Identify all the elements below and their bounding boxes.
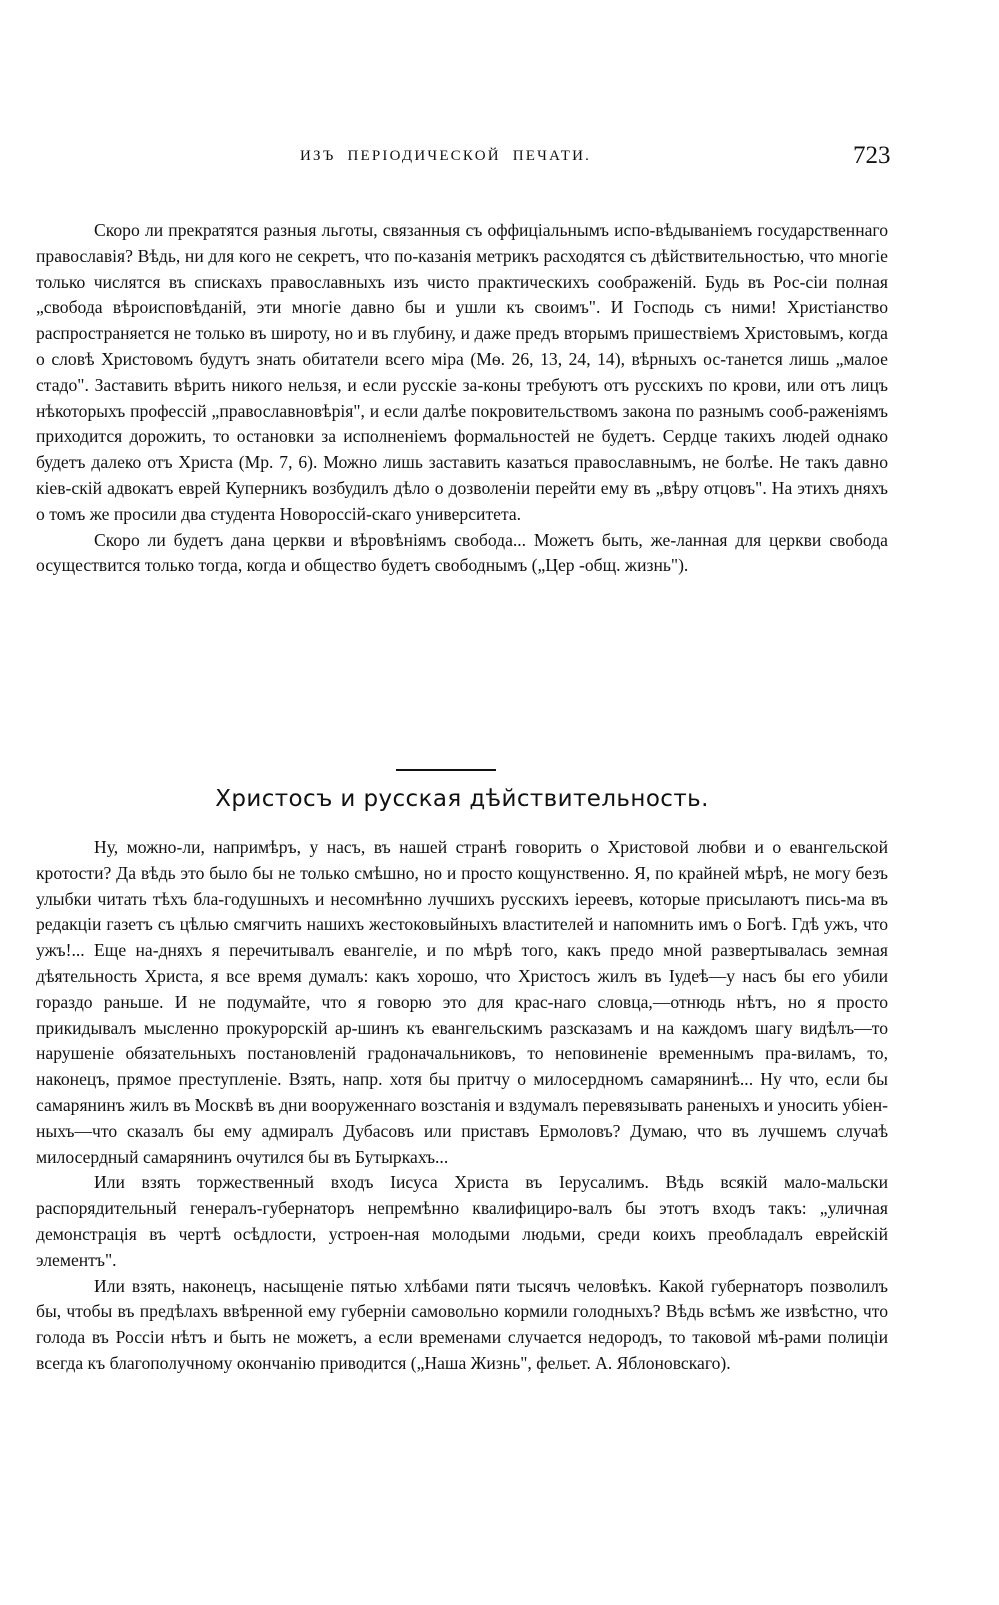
article-1-paragraph: Скоро ли прекратятся разныя льготы, связанныя съ оффиціальнымъ испо-вѣдываніемъ государственнаго православія? Вѣдь, ни для кого не секретъ, что по-казанія метрикъ расходятся съ дѣйствительностью, что многіе только числятся въ спискахъ православныхъ изъ чисто практическихъ соображеній. Будь въ Рос-сіи полная „свобода вѣроисповѣданій, эти многіе давно бы и ушли къ своимъ". И Господь съ ними! Христіанство распространяется не только въ широту, но и въ глубину, и даже предъ вторымъ пришествіемъ Христовымъ, когда о словѣ Христовомъ будутъ знать обитатели всего міра (Мѳ. 26, 13, 24, 14), вѣрныхъ ос-танется лишь „малое стадо". Заставить вѣрить никого нельзя, и если русскіе за-коны требуютъ отъ русскихъ по крови, или отъ лицъ нѣкоторыхъ профессій „православновѣрія", и если далѣе покровительствомъ закона по разнымъ сооб-раженіямъ приходится дорожить, то остановки за исполненіемъ формальностей не будетъ. Сердце такихъ людей однако будетъ далеко отъ Христа (Мр. 7, 6). Можно лишь заставить казаться православнымъ, не болѣе. Не такъ давно кіев-скій адвокатъ еврей Куперникъ возбудилъ дѣло о дозволеніи перейти ему въ „вѣру отцовъ". На этихъ дняхъ о томъ же просили два студента Новороссій-скаго университета.: [36, 220, 888, 524]
section-divider: [396, 769, 496, 771]
article-2-paragraph: Или взять, наконецъ, насыщеніе пятью хлѣбами пяти тысячъ человѣкъ. Какой губернаторъ позволилъ бы, чтобы въ предѣлахъ ввѣренной ему губерніи самовольно кормили голодныхъ? Вѣдь всѣмъ же извѣстно, что голода въ Россіи нѣтъ и быть не можетъ, а если временами случается недородъ, то таковой мѣ-рами полиціи всегда къ благополучному окончанію приводится („Наша Жизнь", фельет. А. Яблоновскаго).: [36, 1275, 888, 1373]
article-2-paragraph: Ну, можно-ли, напримѣръ, у насъ, въ нашей странѣ говорить о Христовой любви и о евангельской кротости? Да вѣдь это было бы не только смѣшно, но и просто кощунственно. Я, по крайней мѣрѣ, не могу безъ улыбки читать тѣхъ бла-годушныхъ и несомнѣнно лучшихъ русскихъ іереевъ, которые присылаютъ пись-ма въ редакціи газетъ съ цѣлью смягчить нашихъ жестоковыйныхъ властителей и напомнить имъ о Богѣ. Гдѣ ужъ, что ужъ!... Еще на-дняхъ я перечитывалъ евангеліе, и по мѣрѣ того, какъ предо мной развертывалась земная дѣятельность Христа, я все время думалъ: какъ хорошо, что Христосъ жилъ въ Іудеѣ—у насъ бы его убили гораздо раньше. И не подумайте, что я говорю это для крас-наго словца,—отнюдь нѣтъ, но я просто прикидывалъ мысленно прокурорскій ар-шинъ къ евангельскимъ разсказамъ и на каждомъ шагу видѣлъ—то нарушеніе обязательныхъ постановленій градоначальниковъ, то неповиненіе временнымъ пра-виламъ, то, наконецъ, прямое преступленіе. Взять, напр. хотя бы притчу о милосердномъ самарянинѣ... Ну что, если бы самарянинъ жилъ въ Москвѣ въ дни вооруженнаго возстанія и вздумалъ перевязывать раненыхъ и уносить убіен-ныхъ—что сказалъ бы ему адмиралъ Дубасовъ или приставъ Ермоловъ? Думаю, что въ лучшемъ случаѣ милосердный самарянинъ очутился бы въ Бутыркахъ...: [36, 837, 888, 1167]
running-head: [0, 142, 999, 178]
running-title: ИЗЪ ПЕРІОДИЧЕСКОЙ ПЕЧАТИ.: [300, 148, 592, 164]
article-1-paragraph: Скоро ли будетъ дана церкви и вѣровѣніямъ свобода... Можетъ быть, же-ланная для церкви свобода осуществится только тогда, когда и общество будетъ свободнымъ („Цер -общ. жизнь").: [36, 529, 888, 576]
article-2-paragraph: Или взять торжественный входъ Іисуса Христа въ Іерусалимъ. Вѣдь всякій мало-мальски распорядительный генералъ-губернаторъ непремѣнно квалифициро-валъ бы этотъ входъ такъ: „уличная демонстрація въ чертѣ осѣдлости, устроен-ная молодыми людьми, среди коихъ преобладалъ еврейскій элементъ".: [36, 1172, 888, 1270]
article-2-body: [36, 835, 888, 1377]
article-1-body: [36, 218, 888, 579]
article-2-title: Христосъ и русская дѣйствительность.: [215, 786, 709, 812]
page-number: 723: [853, 142, 891, 169]
